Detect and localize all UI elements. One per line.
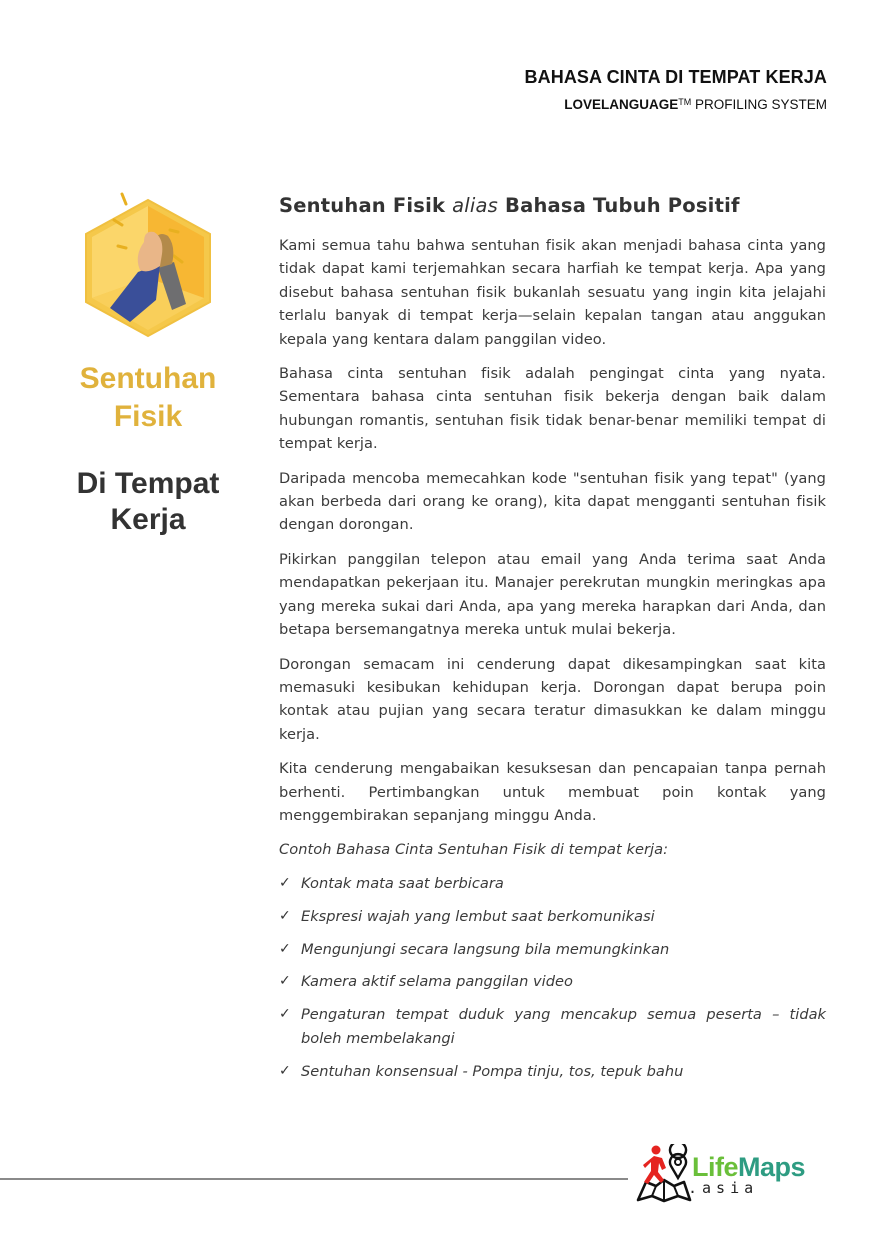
lifemaps-logo [634,1144,834,1204]
checkmark-icon: ✓ [279,907,291,924]
sidebar-subtitle [48,466,248,538]
footer-divider [0,1178,628,1180]
checkmark-icon: ✓ [279,1006,291,1023]
sidebar-title-line2: Fisik [113,400,183,433]
list-item [279,938,826,961]
checkmark-icon: ✓ [279,940,291,957]
list-item [279,872,826,895]
section-heading [279,192,826,220]
document-header [525,66,827,113]
subtitle-brand: LOVELANGUAGE [564,97,679,112]
physical-touch-hexagon-icon [78,190,218,340]
checkmark-icon: ✓ [279,1062,291,1079]
paragraph: Bahasa cinta sentuhan fisik adalah pengingat cinta yang nyata. Sementara bahasa cinta sentuhan fisik bekerja dengan baik dalam hubungan romantis, sentuhan fisik tidak benar-benar memiliki tempat di tempat kerja. [279,365,826,453]
paragraph: Dorongan semacam ini cenderung dapat dikesampingkan saat kita memasuki kesibukan kehidupan kerja. Dorongan dapat berupa poin kontak atau pujian yang secara teratur dimasukkan ke dalam minggu kerja. [279,655,826,743]
list-item-text: Kamera aktif selama panggilan video [301,973,573,991]
trademark-mark: TM [678,97,692,107]
sidebar-subtitle-line2: Kerja [110,503,186,536]
paragraph: Daripada mencoba memecahkan kode "sentuhan fisik yang tepat" (yang akan berbeda dari orang ke orang), kita dapat mengganti sentuhan fisik dengan dorongan. [279,469,826,534]
heading-part2: Bahasa Tubuh Positif [498,194,740,217]
list-item-text: Sentuhan konsensual - Pompa tinju, tos, tepuk bahu [301,1062,684,1080]
list-item-text: Kontak mata saat berbicara [301,874,504,892]
walker-map-icon [634,1144,692,1204]
list-item-text: Mengunjungi secara langsung bila memungkinkan [301,940,670,958]
list-item-text: Pengaturan tempat duduk yang mencakup semua peserta – tidak boleh membelakangi [301,1006,826,1047]
list-item [279,1003,826,1050]
examples-list [279,872,826,1083]
subtitle-rest: PROFILING SYSTEM [691,97,827,112]
sidebar-subtitle-line1: Di Tempat [76,467,220,500]
sidebar-title-line1: Sentuhan [79,362,217,395]
heading-part1: Sentuhan Fisik [279,194,453,217]
examples-intro: Contoh Bahasa Cinta Sentuhan Fisik di tempat kerja: [279,841,669,859]
heading-italic: alias [452,194,499,217]
logo-life: Life [692,1152,739,1182]
list-item [279,970,826,993]
sidebar-title [48,360,248,436]
list-item-text: Ekspresi wajah yang lembut saat berkomunikasi [301,907,655,925]
logo-wordmark [692,1152,805,1182]
list-item [279,905,826,928]
document-subtitle [525,94,827,113]
paragraph: Kita cenderung mengabaikan kesuksesan dan pencapaian tanpa pernah berhenti. Pertimbangkan untuk membuat poin kontak yang menggembirakan sepanjang minggu Anda. [279,760,826,824]
checkmark-icon: ✓ [279,973,291,990]
checkmark-icon: ✓ [279,874,291,891]
logo-maps: Maps [738,1152,806,1182]
logo-tld: .asia [688,1179,759,1197]
document-title: BAHASA CINTA DI TEMPAT KERJA [524,67,827,87]
main-content [279,192,826,1093]
list-item [279,1060,826,1083]
paragraph: Kami semua tahu bahwa sentuhan fisik akan menjadi bahasa cinta yang tidak dapat kami terjemahkan secara harfiah ke tempat kerja. Apa yang disebut bahasa sentuhan fisik bukanlah sesuatu yang ingin kita jelajahi terlalu banyak di tempat kerja—selain kepalan tangan atau anggukan kepala yang kentara dalam panggilan video. [279,237,826,348]
paragraph: Pikirkan panggilan telepon atau email yang Anda terima saat Anda mendapatkan pekerjaan itu. Manajer perekrutan mungkin meringkas apa yang mereka sukai dari Anda, apa yang mereka harapkan dari Anda, dan betapa bersemangatnya mereka untuk mulai bekerja. [279,550,826,639]
